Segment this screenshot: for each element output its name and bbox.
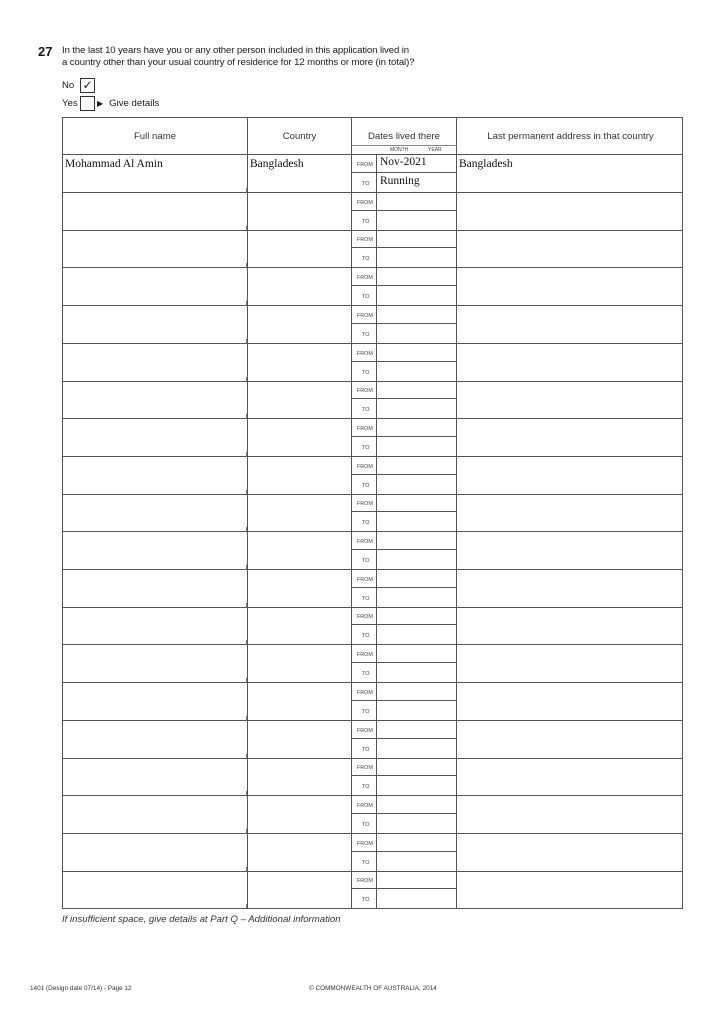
- date-labels-cell: [352, 834, 377, 871]
- from-label: FROM: [357, 199, 373, 206]
- from-date-field[interactable]: [377, 871, 456, 889]
- date-labels-cell: [352, 645, 377, 682]
- from-date-field[interactable]: [377, 834, 456, 852]
- from-date-field[interactable]: [377, 532, 456, 550]
- date-values-cell: [377, 871, 457, 908]
- address-cell[interactable]: [457, 834, 684, 871]
- option-yes-label: Yes: [62, 98, 78, 109]
- to-date-field[interactable]: [377, 890, 456, 908]
- country-cell[interactable]: [248, 494, 352, 531]
- full-name-cell[interactable]: [63, 796, 248, 833]
- address-cell[interactable]: [457, 532, 684, 569]
- to-date-field[interactable]: [377, 740, 456, 758]
- to-label: TO: [362, 859, 370, 866]
- address-cell[interactable]: [457, 193, 684, 230]
- address-cell[interactable]: [457, 758, 684, 795]
- address-cell[interactable]: [457, 570, 684, 607]
- table-row: [63, 796, 682, 834]
- address-cell[interactable]: [457, 796, 684, 833]
- date-values-cell: [377, 607, 457, 644]
- country-cell[interactable]: [248, 306, 352, 343]
- date-labels-cell: [352, 607, 377, 644]
- from-label-box: [352, 268, 376, 286]
- table-row: [63, 457, 682, 495]
- from-label-box: [352, 796, 376, 814]
- to-label-box: [352, 815, 376, 833]
- to-date-field[interactable]: [377, 438, 456, 456]
- to-date-field[interactable]: [377, 777, 456, 795]
- from-label-box: [352, 570, 376, 588]
- from-label: FROM: [357, 614, 373, 621]
- country-cell[interactable]: [248, 796, 352, 833]
- from-label: FROM: [357, 162, 373, 168]
- table-row: [63, 683, 682, 721]
- from-date-field[interactable]: [377, 457, 456, 475]
- to-label: TO: [362, 181, 370, 187]
- table-row: [63, 494, 682, 532]
- from-label-box: [352, 457, 376, 475]
- to-date-field[interactable]: [377, 513, 456, 531]
- from-label-box: [352, 419, 376, 437]
- date-labels-cell: [352, 796, 377, 833]
- full-name-cell[interactable]: [63, 871, 248, 908]
- question-text: [62, 45, 414, 69]
- from-label: FROM: [357, 802, 373, 809]
- to-date-field[interactable]: [377, 626, 456, 644]
- to-label-box: [352, 853, 376, 871]
- to-label-box: [352, 325, 376, 343]
- from-label-box: [352, 306, 376, 324]
- table-row: [63, 758, 682, 796]
- date-values-cell: [377, 419, 457, 456]
- option-no: [62, 78, 95, 93]
- from-date-value: Nov-2021: [380, 156, 427, 168]
- header-month: MONTH: [390, 147, 409, 153]
- date-values-cell: [377, 683, 457, 720]
- table-row: [63, 268, 682, 306]
- from-label-box: [352, 607, 376, 625]
- footer-copyright: © COMMONWEALTH OF AUSTRALIA, 2014: [309, 985, 437, 992]
- from-label: FROM: [357, 501, 373, 508]
- header-address: Last permanent address in that country: [487, 130, 654, 142]
- to-date-field[interactable]: [377, 551, 456, 569]
- to-label-box: [352, 174, 376, 192]
- date-labels-cell: [352, 155, 377, 192]
- to-label-box: [352, 626, 376, 644]
- no-checkbox[interactable]: ✓: [80, 78, 95, 93]
- full-name-cell[interactable]: [63, 193, 248, 230]
- from-date-field[interactable]: [377, 306, 456, 324]
- header-dates: Dates lived there: [352, 118, 457, 154]
- from-label: FROM: [357, 727, 373, 734]
- to-label-box: [352, 664, 376, 682]
- table-row: [63, 721, 682, 759]
- arrow-right-icon: ▶: [97, 99, 104, 108]
- date-values-cell: [377, 758, 457, 795]
- to-label-box: [352, 589, 376, 607]
- from-label-box: [352, 193, 376, 211]
- to-label: TO: [362, 482, 370, 489]
- address-cell[interactable]: [457, 344, 684, 381]
- give-details-label: Give details: [109, 98, 160, 109]
- country-cell[interactable]: [248, 419, 352, 456]
- from-label: FROM: [357, 388, 373, 395]
- to-label: TO: [362, 746, 370, 753]
- address-cell[interactable]: [457, 306, 684, 343]
- to-label-box: [352, 212, 376, 230]
- table-row: [63, 344, 682, 382]
- to-label-box: [352, 363, 376, 381]
- dates-subheader: [352, 145, 457, 154]
- to-date-field[interactable]: [377, 853, 456, 871]
- yes-checkbox[interactable]: [80, 96, 95, 111]
- date-values-cell: [377, 268, 457, 305]
- full-name-cell[interactable]: [63, 532, 248, 569]
- from-date-field[interactable]: [377, 758, 456, 776]
- full-name-cell[interactable]: [63, 645, 248, 682]
- date-labels-cell: [352, 193, 377, 230]
- to-label-box: [352, 476, 376, 494]
- option-no-label: No: [62, 80, 75, 91]
- to-label-box: [352, 740, 376, 758]
- residence-table: [62, 117, 683, 909]
- to-label-box: [352, 551, 376, 569]
- from-date-field[interactable]: [377, 419, 456, 437]
- from-label: FROM: [357, 576, 373, 583]
- country-cell[interactable]: [248, 683, 352, 720]
- to-label: TO: [362, 520, 370, 527]
- address-cell[interactable]: [457, 721, 684, 758]
- to-label-box: [352, 438, 376, 456]
- from-label-box: [352, 494, 376, 512]
- date-labels-cell: [352, 721, 377, 758]
- from-date-field[interactable]: [377, 721, 456, 739]
- from-label-box: [352, 721, 376, 739]
- from-label: FROM: [357, 539, 373, 545]
- date-values-cell: [377, 834, 457, 871]
- address-cell[interactable]: [457, 457, 684, 494]
- full-name-cell[interactable]: [63, 155, 248, 192]
- date-labels-cell: [352, 683, 377, 720]
- full-name-cell[interactable]: [63, 457, 248, 494]
- to-date-field[interactable]: [377, 589, 456, 607]
- footer-form-id: 1401 (Design date 07/14) - Page 12: [30, 985, 132, 992]
- date-values-cell: [377, 155, 457, 192]
- from-label-box: [352, 532, 376, 550]
- table-row: [63, 871, 682, 909]
- full-name-cell[interactable]: [63, 683, 248, 720]
- table-row: [63, 532, 682, 570]
- table-row: [63, 193, 682, 231]
- from-date-field[interactable]: [377, 607, 456, 625]
- country-cell[interactable]: [248, 230, 352, 267]
- address-value: Bangladesh: [459, 158, 513, 170]
- from-label: FROM: [357, 689, 373, 696]
- from-label: FROM: [357, 275, 373, 282]
- date-labels-cell: [352, 268, 377, 305]
- country-cell[interactable]: [248, 532, 352, 569]
- date-labels-cell: [352, 344, 377, 381]
- country-cell[interactable]: [248, 607, 352, 644]
- to-label: TO: [362, 633, 370, 640]
- full-name-cell[interactable]: [63, 306, 248, 343]
- from-label: FROM: [357, 878, 373, 885]
- full-name-cell[interactable]: [63, 268, 248, 305]
- country-cell[interactable]: [248, 193, 352, 230]
- date-labels-cell: [352, 306, 377, 343]
- to-label: TO: [362, 294, 370, 301]
- date-labels-cell: [352, 758, 377, 795]
- to-date-field[interactable]: [377, 664, 456, 682]
- table-row: [63, 570, 682, 608]
- date-values-cell: [377, 230, 457, 267]
- from-label: FROM: [357, 425, 373, 432]
- full-name-cell[interactable]: [63, 721, 248, 758]
- address-cell[interactable]: [457, 683, 684, 720]
- to-date-field[interactable]: [377, 249, 456, 267]
- to-label: TO: [362, 218, 370, 225]
- to-label-box: [352, 702, 376, 720]
- country-cell[interactable]: [248, 721, 352, 758]
- to-date-field[interactable]: [377, 476, 456, 494]
- from-label-box: [352, 155, 376, 173]
- to-date-value: Running: [380, 175, 420, 187]
- table-row: [63, 419, 682, 457]
- full-name-cell[interactable]: [63, 570, 248, 607]
- from-label-box: [352, 344, 376, 362]
- from-label: FROM: [357, 312, 373, 319]
- from-label: FROM: [357, 237, 373, 244]
- to-label: TO: [362, 821, 370, 828]
- country-cell[interactable]: [248, 645, 352, 682]
- address-cell[interactable]: [457, 645, 684, 682]
- header-year: YEAR: [428, 147, 442, 153]
- address-cell[interactable]: [457, 381, 684, 418]
- to-label: TO: [362, 444, 370, 451]
- from-date-field[interactable]: [377, 268, 456, 286]
- date-values-cell: [377, 494, 457, 531]
- country-cell[interactable]: [248, 871, 352, 908]
- table-row: [63, 645, 682, 683]
- to-label: TO: [362, 407, 370, 414]
- from-date-field[interactable]: [377, 494, 456, 512]
- to-label: TO: [362, 708, 370, 715]
- date-values-cell: [377, 457, 457, 494]
- country-value: Bangladesh: [250, 158, 304, 170]
- address-cell[interactable]: [457, 419, 684, 456]
- to-label-box: [352, 890, 376, 908]
- to-date-field[interactable]: [377, 325, 456, 343]
- country-cell[interactable]: [248, 570, 352, 607]
- date-labels-cell: [352, 532, 377, 569]
- full-name-value: Mohammad Al Amin: [65, 158, 163, 170]
- to-date-field[interactable]: [377, 702, 456, 720]
- to-label-box: [352, 287, 376, 305]
- from-label-box: [352, 758, 376, 776]
- date-values-cell: [377, 306, 457, 343]
- date-values-cell: [377, 796, 457, 833]
- to-label: TO: [362, 256, 370, 263]
- option-yes: [62, 96, 159, 111]
- header-country: Country: [248, 118, 352, 154]
- date-values-cell: [377, 570, 457, 607]
- country-cell[interactable]: [248, 457, 352, 494]
- to-date-field[interactable]: [377, 363, 456, 381]
- from-label: FROM: [357, 350, 373, 357]
- date-labels-cell: [352, 381, 377, 418]
- country-cell[interactable]: [248, 834, 352, 871]
- country-cell[interactable]: [248, 268, 352, 305]
- to-label: TO: [362, 369, 370, 376]
- from-date-field[interactable]: [377, 230, 456, 248]
- date-values-cell: [377, 344, 457, 381]
- full-name-cell[interactable]: [63, 607, 248, 644]
- to-label: TO: [362, 897, 370, 904]
- date-labels-cell: [352, 570, 377, 607]
- address-cell[interactable]: [457, 494, 684, 531]
- to-label: TO: [362, 558, 370, 564]
- to-date-field[interactable]: [377, 212, 456, 230]
- date-values-cell: [377, 193, 457, 230]
- from-label-box: [352, 230, 376, 248]
- country-cell[interactable]: [248, 381, 352, 418]
- table-header: [63, 118, 682, 155]
- to-label: TO: [362, 331, 370, 338]
- date-labels-cell: [352, 419, 377, 456]
- from-label-box: [352, 645, 376, 663]
- date-labels-cell: [352, 230, 377, 267]
- question-number: 27: [38, 44, 53, 59]
- address-cell[interactable]: [457, 871, 684, 908]
- full-name-cell[interactable]: [63, 834, 248, 871]
- to-label-box: [352, 777, 376, 795]
- from-label-box: [352, 381, 376, 399]
- from-date-field[interactable]: [377, 645, 456, 663]
- from-label: FROM: [357, 840, 373, 847]
- to-label: TO: [362, 671, 370, 678]
- from-label-box: [352, 834, 376, 852]
- date-values-cell: [377, 721, 457, 758]
- to-label: TO: [362, 595, 370, 602]
- table-row: [63, 607, 682, 645]
- table-row: [63, 834, 682, 872]
- table-row: [63, 155, 682, 193]
- from-label: FROM: [357, 652, 373, 659]
- table-row: [63, 230, 682, 268]
- full-name-cell[interactable]: [63, 344, 248, 381]
- to-label: TO: [362, 784, 370, 791]
- from-date-field[interactable]: [377, 570, 456, 588]
- date-values-cell: [377, 645, 457, 682]
- table-row: [63, 381, 682, 419]
- date-labels-cell: [352, 871, 377, 908]
- to-label-box: [352, 513, 376, 531]
- from-label-box: [352, 871, 376, 889]
- date-labels-cell: [352, 494, 377, 531]
- from-date-field[interactable]: [377, 193, 456, 211]
- from-label: FROM: [357, 765, 373, 772]
- address-cell[interactable]: [457, 230, 684, 267]
- full-name-cell[interactable]: [63, 381, 248, 418]
- full-name-cell[interactable]: [63, 494, 248, 531]
- to-date-field[interactable]: [377, 174, 456, 192]
- to-date-field[interactable]: [377, 400, 456, 418]
- table-row: [63, 306, 682, 344]
- to-date-field[interactable]: [377, 287, 456, 305]
- from-date-field[interactable]: [377, 344, 456, 362]
- date-values-cell: [377, 381, 457, 418]
- address-cell[interactable]: [457, 268, 684, 305]
- address-cell[interactable]: [457, 607, 684, 644]
- question-text-line-2: a country other than your usual country of residence for 12 months or more (in total)?: [62, 57, 415, 68]
- country-cell[interactable]: [248, 758, 352, 795]
- from-date-field[interactable]: [377, 381, 456, 399]
- to-label-box: [352, 249, 376, 267]
- from-date-field[interactable]: [377, 796, 456, 814]
- insufficient-space-note: If insufficient space, give details at Part Q – Additional information: [62, 914, 341, 925]
- full-name-cell[interactable]: [63, 758, 248, 795]
- to-label-box: [352, 400, 376, 418]
- date-labels-cell: [352, 457, 377, 494]
- header-full-name: Full name: [63, 118, 248, 154]
- full-name-cell[interactable]: [63, 419, 248, 456]
- from-date-field[interactable]: [377, 683, 456, 701]
- from-date-field[interactable]: [377, 155, 456, 173]
- from-label-box: [352, 683, 376, 701]
- to-date-field[interactable]: [377, 815, 456, 833]
- full-name-cell[interactable]: [63, 230, 248, 267]
- address-cell[interactable]: [457, 155, 684, 192]
- question-text-line-1: In the last 10 years have you or any other person included in this application lived in: [62, 45, 410, 56]
- date-values-cell: [377, 532, 457, 569]
- country-cell[interactable]: [248, 344, 352, 381]
- from-label: FROM: [357, 463, 373, 470]
- country-cell[interactable]: [248, 155, 352, 192]
